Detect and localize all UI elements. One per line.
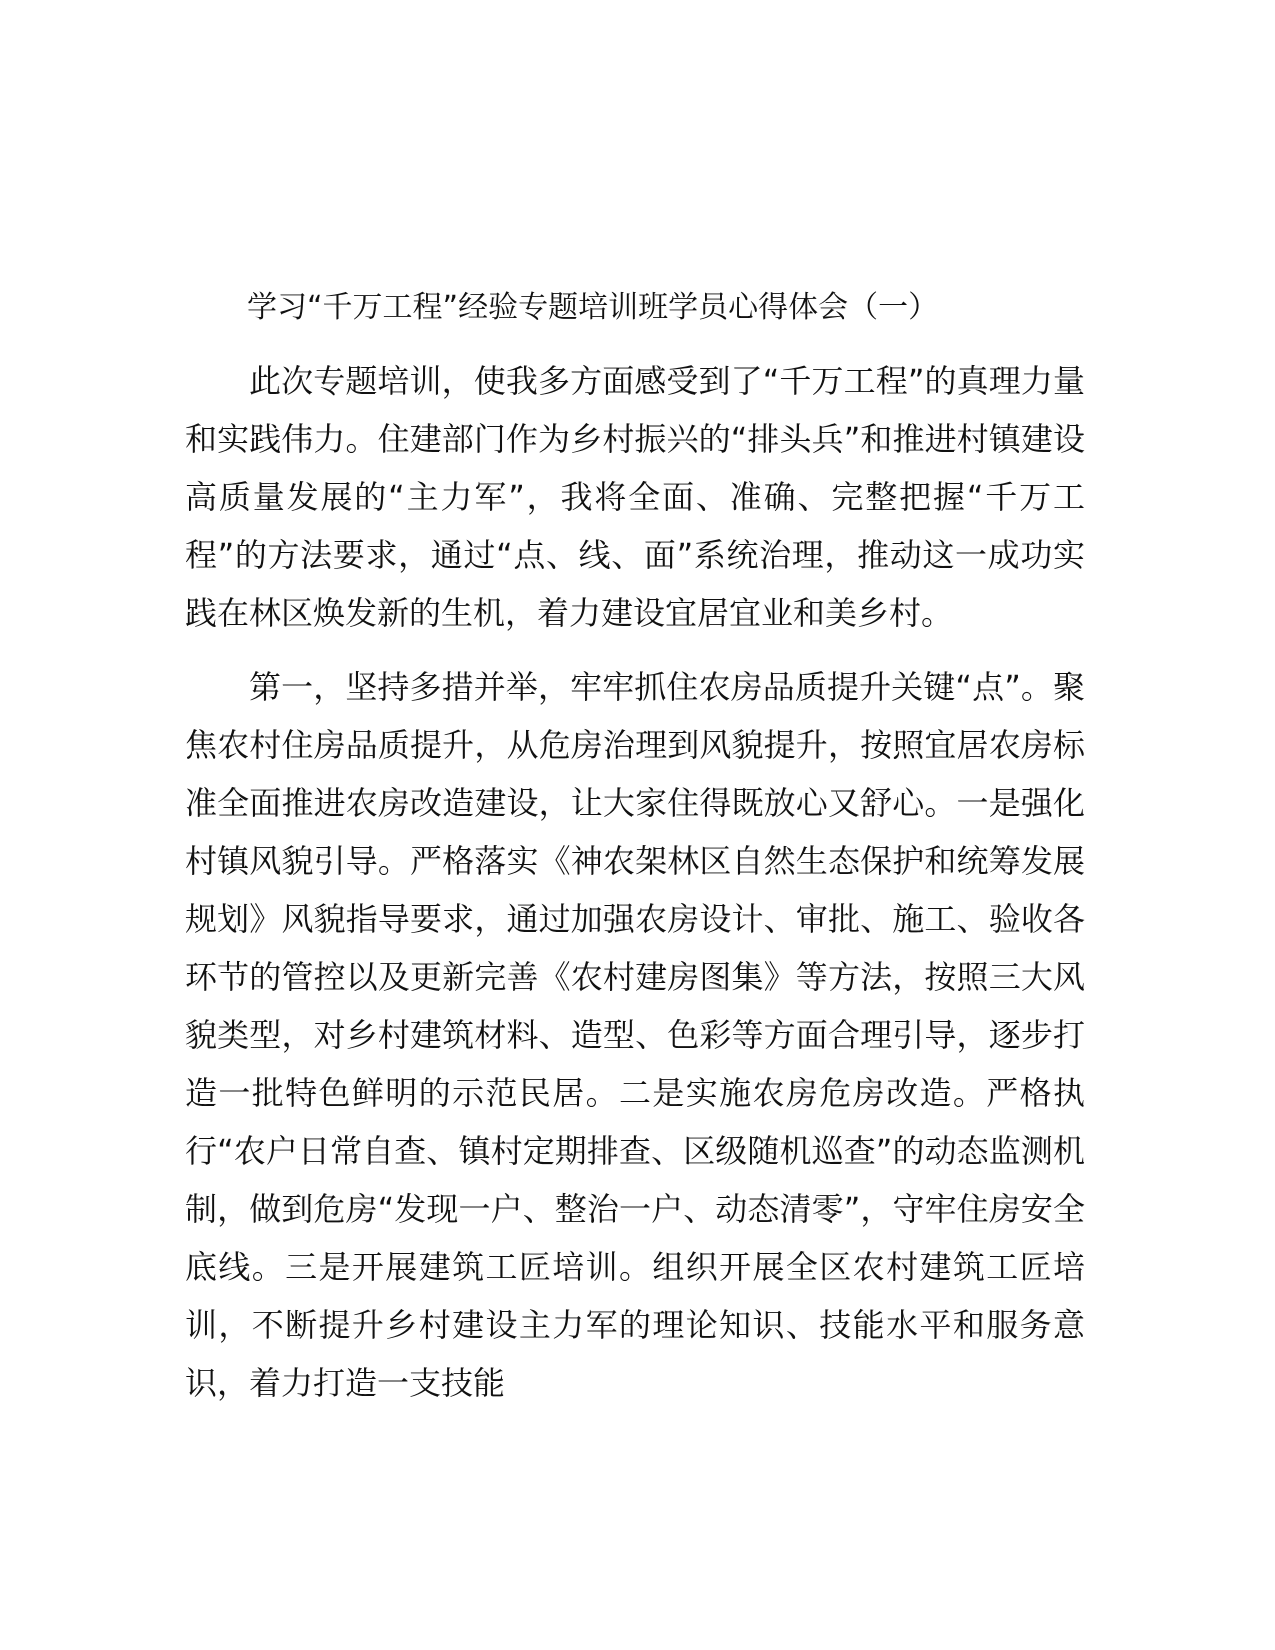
paragraph-intro: 此次专题培训，使我多方面感受到了“千万工程”的真理力量和实践伟力。住建部门作为乡村振兴的“排头兵”和推进村镇建设高质量发展的“主力军”，我将全面、准确、完整把握“千万工程”的方法要求，通过“点、线、面”系统治理，推动这一成功实践在林区焕发新的生机，着力建设宜居宜业和美乡村。 — [185, 362, 1085, 632]
document-title: 学习“千万工程”经验专题培训班学员心得体会（一） — [247, 290, 939, 325]
paragraph-first-point: 第一，坚持多措并举，牢牢抓住农房品质提升关键“点”。聚焦农村住房品质提升，从危房治理到风貌提升，按照宜居农房标准全面推进农房改造建设，让大家住得既放心又舒心。一是强化村镇风貌引导。严格落实《神农架林区自然生态保护和统筹发展规划》风貌指导要求，通过加强农房设计、审批、施工、验收各环节的管控以及更新完善《农村建房图集》等方法，按照三大风貌类型，对乡村建筑材料、造型、色彩等方面合理引导，逐步打造一批特色鲜明的示范民居。二是实施农房危房改造。严格执行“农户日常自查、镇村定期排查、区级随机巡查”的动态监测机制，做到危房“发现一户、整治一户、动态清零”，守牢住房安全底线。三是开展建筑工匠培训。组织开展全区农村建筑工匠培训，不断提升乡村建设主力军的理论知识、技能水平和服务意识，着力打造一支技能 — [185, 668, 1085, 1402]
document-body — [185, 280, 1085, 1428]
